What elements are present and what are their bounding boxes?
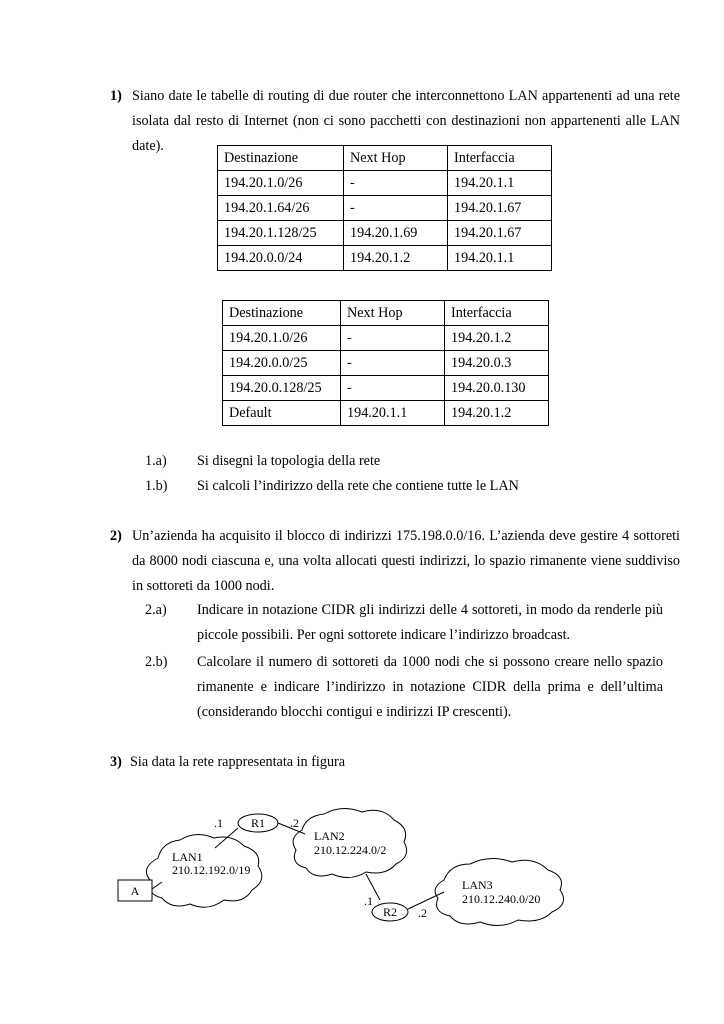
table-row [223, 401, 549, 426]
question-1-text: Siano date le tabelle di routing di due router che interconnettono LAN appartenenti ad una rete isolata dal resto di Internet (non ci sono pacchetti con destinazioni non appartenenti alle LAN date). [132, 88, 680, 154]
table-cell: 194.20.1.67 [448, 196, 552, 221]
table-cell: 194.20.1.1 [448, 171, 552, 196]
table-row [223, 326, 549, 351]
lan3-name: LAN3 [462, 878, 493, 892]
table-cell: - [341, 376, 445, 401]
table-header-cell: Next Hop [344, 146, 448, 171]
question-2a-text: Indicare in notazione CIDR gli indirizzi delle 4 sottoreti, in modo da renderle più piccole possibili. Per ogni sottorete indicare l’indirizzo broadcast. [197, 602, 663, 643]
question-1b-text: Si calcoli l’indirizzo della rete che contiene tutte le LAN [197, 478, 519, 494]
lan1-address: 210.12.192.0/19 [172, 863, 251, 877]
table-cell: 194.20.1.2 [445, 326, 549, 351]
table-header-cell: Interfaccia [448, 146, 552, 171]
question-1a-label: 1.a) [145, 453, 167, 469]
table-cell: 194.20.0.128/25 [223, 376, 341, 401]
lan2-name: LAN2 [314, 829, 345, 843]
table-cell: 194.20.1.2 [344, 246, 448, 271]
question-2a-label: 2.a) [145, 602, 167, 618]
table-cell: 194.20.1.2 [445, 401, 549, 426]
table-cell: 194.20.1.0/26 [218, 171, 344, 196]
table-cell: 194.20.0.0/24 [218, 246, 344, 271]
table-row [218, 171, 552, 196]
table-cell: 194.20.1.69 [344, 221, 448, 246]
lan3-address: 210.12.240.0/20 [462, 892, 541, 906]
question-3-text: Sia data la rete rappresentata in figura [130, 754, 346, 770]
host-a-label: A [130, 884, 140, 898]
question-1-number: 1) [110, 88, 122, 104]
network-figure [0, 800, 724, 980]
routing-table-2 [222, 300, 549, 426]
question-2b-label: 2.b) [145, 654, 168, 670]
lan2-address: 210.12.224.0/2 [314, 843, 387, 857]
table-cell: - [344, 196, 448, 221]
routing-table-1 [217, 145, 552, 271]
table-row [218, 221, 552, 246]
table-row [223, 351, 549, 376]
table-cell: 194.20.0.0/25 [223, 351, 341, 376]
table-cell: - [344, 171, 448, 196]
table-cell: Default [223, 401, 341, 426]
question-2 [110, 524, 680, 599]
question-2-number: 2) [110, 528, 122, 544]
table-cell: 194.20.0.130 [445, 376, 549, 401]
table-cell: 194.20.1.67 [448, 221, 552, 246]
table-cell: - [341, 326, 445, 351]
question-2b-text: Calcolare il numero di sottoreti da 1000 nodi che si possono creare nello spazio rimanente e indicare l’indirizzo in notazione CIDR della prima e dell’ultima (considerando blocchi contigui e indirizzi IP crescenti). [197, 654, 663, 720]
question-3 [110, 750, 680, 775]
table-cell: 194.20.1.128/25 [218, 221, 344, 246]
router-r2-label: R2 [382, 905, 398, 919]
r2-interface-2-label: .2 [418, 906, 427, 920]
table-header-cell: Interfaccia [445, 301, 549, 326]
router-r1-label: R1 [250, 816, 266, 830]
table-row [218, 196, 552, 221]
table-row [223, 376, 549, 401]
table-header-row [223, 301, 549, 326]
table-header-row [218, 146, 552, 171]
lan1-name: LAN1 [172, 850, 203, 864]
r1-interface-2-label: .2 [290, 816, 299, 830]
table-cell: 194.20.1.1 [341, 401, 445, 426]
table-header-cell: Destinazione [218, 146, 344, 171]
table-header-cell: Destinazione [223, 301, 341, 326]
table-row [218, 246, 552, 271]
question-1a-text: Si disegni la topologia della rete [197, 453, 381, 469]
question-2-text: Un’azienda ha acquisito il blocco di indirizzi 175.198.0.0/16. L’azienda deve gestire 4 sottoreti da 8000 nodi ciascuna e, una volta allocati questi indirizzi, lo spazio rimanente viene suddiviso in sottoreti da 1000 nodi. [132, 528, 680, 594]
r2-interface-1-label: .1 [364, 894, 373, 908]
table-cell: - [341, 351, 445, 376]
question-1b-label: 1.b) [145, 478, 168, 494]
r1-interface-1-label: .1 [214, 816, 223, 830]
table-cell: 194.20.1.1 [448, 246, 552, 271]
table-cell: 194.20.0.3 [445, 351, 549, 376]
question-3-number: 3) [110, 754, 122, 770]
table-cell: 194.20.1.0/26 [223, 326, 341, 351]
table-cell: 194.20.1.64/26 [218, 196, 344, 221]
table-header-cell: Next Hop [341, 301, 445, 326]
